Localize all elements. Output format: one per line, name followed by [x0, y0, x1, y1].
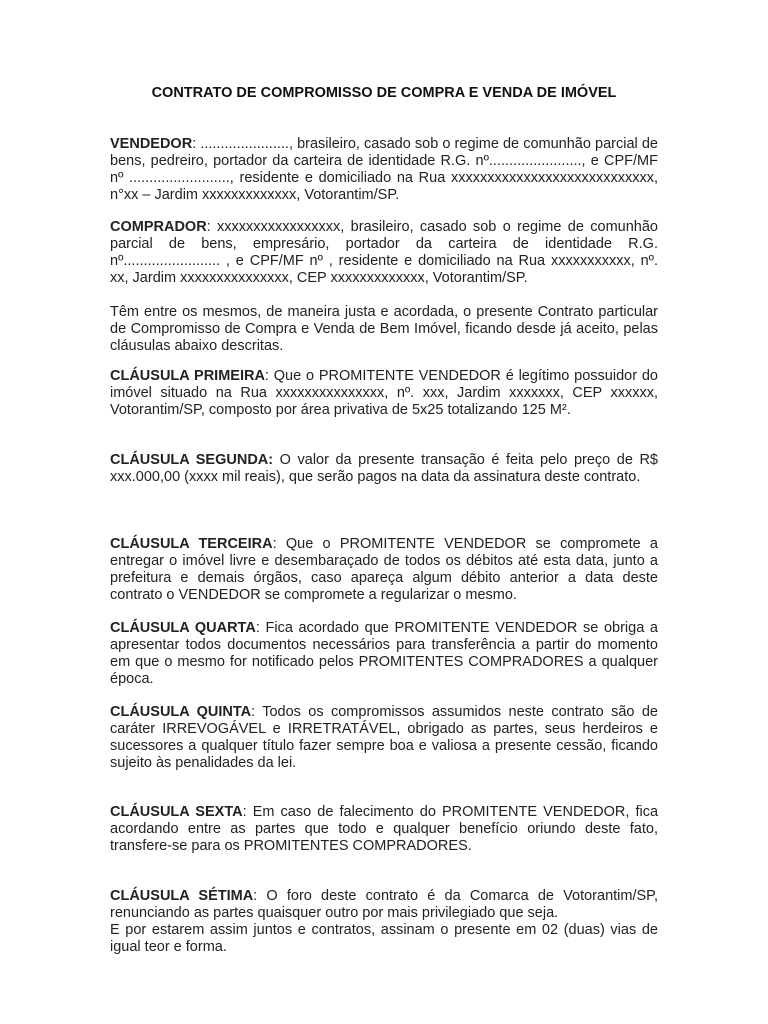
comprador-text: : xxxxxxxxxxxxxxxxx, brasileiro, casado sob o regime de comunhão parcial de bens, empresário, portador da carteira de identidade R.G. nº........................ , e CPF/MF nº , residente e domiciliado na Rua xxxxxxxxxxx, nº. xx, Jardim xxxxxxxxxxxxxxx, CEP xxxxxxxxxxxxx, Votorantim/SP.	[110, 219, 658, 286]
clausula-terceira	[110, 536, 658, 604]
comprador-paragraph	[110, 219, 658, 287]
clausula-segunda	[110, 452, 658, 486]
clausula-sexta	[110, 804, 658, 855]
clausula-label: CLÁUSULA QUARTA	[110, 620, 256, 636]
clausula-text: O valor da presente transação é feita pelo preço de R$ xxx.000,00 (xxxx mil reais), que serão pagos na data da assinatura deste contrato.	[110, 452, 659, 485]
clausula-quarta	[110, 620, 658, 688]
clausula-text: : O foro deste contrato é da Comarca de Votorantim/SP, renunciando as partes quaisquer outro por mais privilegiado que seja.	[110, 888, 658, 921]
clausula-setima-block	[110, 888, 658, 956]
clausula-label: CLÁUSULA TERCEIRA	[110, 536, 273, 552]
clausula-text: : Que o PROMITENTE VENDEDOR se compromete a entregar o imóvel livre e desembaraçado de todos os débitos até esta data, junto a prefeitura e demais órgãos, caso apareça algum débito anterior a data deste contrato o VENDEDOR se compromete a regularizar o mesmo.	[110, 536, 658, 603]
clausula-primeira	[110, 368, 658, 419]
clausula-quinta	[110, 704, 658, 772]
clausula-setima	[110, 888, 658, 922]
vendedor-label: VENDEDOR	[110, 136, 193, 152]
clausula-text: : Todos os compromissos assumidos neste contrato são de caráter IRREVOGÁVEL e IRRETRATÁVEL, obrigado as partes, seus herdeiros e sucessores a qualquer título fazer sempre boa e valiosa a presente cessão, ficando sujeito às penalidades da lei.	[110, 704, 658, 771]
preamble-paragraph: Têm entre os mesmos, de maneira justa e acordada, o presente Contrato particular de Compromisso de Compra e Venda de Bem Imóvel, ficando desde já aceito, pelas cláusulas abaixo descritas.	[110, 304, 658, 354]
clausula-label: CLÁUSULA PRIMEIRA	[110, 368, 265, 384]
clausula-label: CLÁUSULA QUINTA	[110, 704, 252, 720]
clausula-label: CLÁUSULA SÉTIMA	[110, 888, 254, 904]
clausula-text: : Fica acordado que PROMITENTE VENDEDOR se obriga a apresentar todos documentos necessários para transferência a partir do momento em que o mesmo for notificado pelos PROMITENTES COMPRADORES a qualquer época.	[110, 620, 658, 687]
vendedor-paragraph	[110, 136, 658, 204]
document-title: CONTRATO DE COMPROMISSO DE COMPRA E VENDA DE IMÓVEL	[151, 85, 617, 101]
clausula-text: : Que o PROMITENTE VENDEDOR é legítimo possuidor do imóvel situado na Rua xxxxxxxxxxxxxxx, nº. xxx, Jardim xxxxxxx, CEP xxxxxx, Votorantim/SP, composto por área privativa de 5x25 totalizando 125 M².	[110, 368, 658, 418]
closing-paragraph: E por estarem assim juntos e contratos, assinam o presente em 02 (duas) vias de igual teor e forma.	[110, 922, 658, 955]
vendedor-text: : ......................, brasileiro, casado sob o regime de comunhão parcial de bens, pedreiro, portador da carteira de identidade R.G. nº......................., e CPF/MF nº ........................., residente e domiciliado na Rua xxxxxxxxxxxxxxxxxxxxxxxxxxxx, n°xx – Jardim xxxxxxxxxxxxx, Votorantim/SP.	[110, 136, 658, 203]
clausula-label: CLÁUSULA SEXTA	[110, 804, 243, 820]
clausula-text: : Em caso de falecimento do PROMITENTE VENDEDOR, fica acordando entre as partes que todo e qualquer benefício oriundo deste fato, transfere-se para os PROMITENTES COMPRADORES.	[110, 804, 659, 854]
comprador-label: COMPRADOR	[110, 219, 207, 235]
clausula-label: CLÁUSULA SEGUNDA:	[110, 452, 274, 468]
